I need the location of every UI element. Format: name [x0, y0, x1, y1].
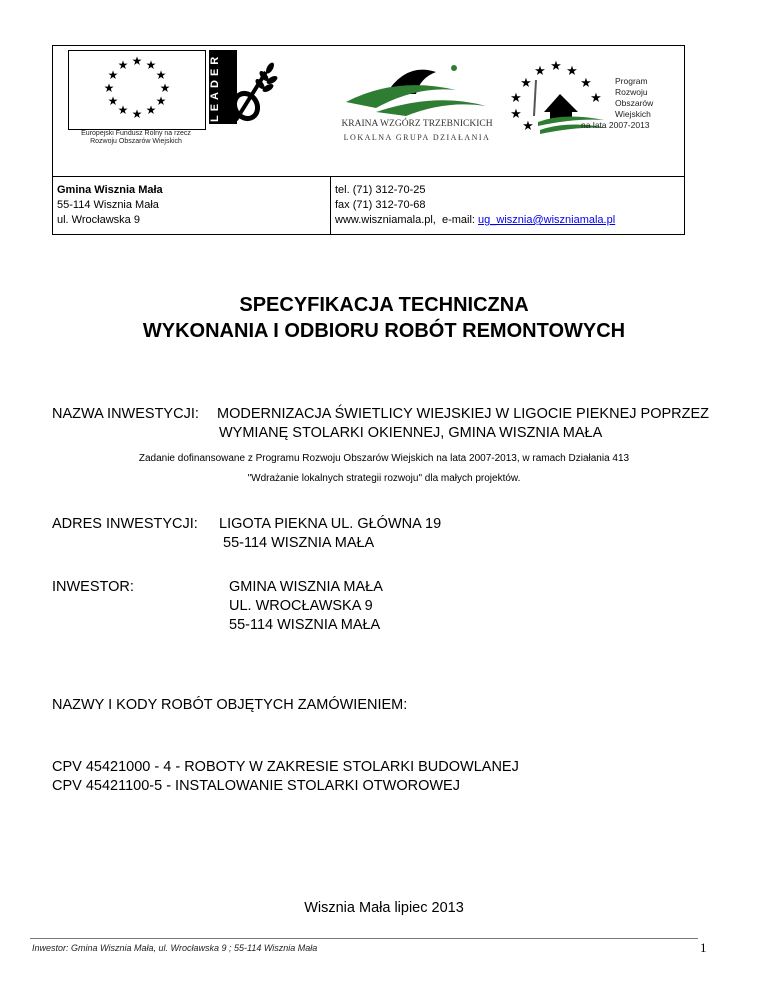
document-title-line1: SPECYFIKACJA TECHNICZNA: [239, 294, 529, 316]
svg-text:★: ★: [522, 119, 534, 134]
investment-name-line1: MODERNIZACJA ŚWIETLICY WIEJSKIEJ W LIGOCIE PIEKNEJ POPRZEZ: [217, 406, 710, 422]
svg-text:★: ★: [520, 76, 532, 91]
svg-text:★: ★: [145, 58, 157, 72]
leader-emblem-icon: [218, 58, 288, 133]
svg-text:★: ★: [155, 68, 167, 82]
investment-label: NAZWA INWESTYCJI:: [52, 406, 199, 422]
address-line1: LIGOTA PIEKNA UL. GŁÓWNA 19: [219, 516, 442, 532]
codes-heading: NAZWY I KODY ROBÓT OBJĘTYCH ZAMÓWIENIEM:: [52, 697, 408, 713]
address-label: ADRES INWESTYCJI:: [52, 516, 198, 532]
svg-text:★: ★: [580, 76, 592, 91]
investment-name-line2: WYMIANĘ STOLARKI OKIENNEJ, GMINA WISZNIA MAŁA: [219, 425, 603, 441]
municipality-street: ul. Wrocławska 9: [57, 214, 140, 226]
svg-text:★: ★: [107, 94, 119, 108]
svg-text:★: ★: [107, 68, 119, 82]
investor-line1: GMINA WISZNIA MAŁA: [229, 579, 383, 595]
place-and-date: Wisznia Mała lipiec 2013: [304, 900, 464, 916]
cpv-code-2: CPV 45421100-5 - INSTALOWANIE STOLARKI OTWOROWEJ: [52, 778, 460, 794]
contact-tel: tel. (71) 312-70-25: [335, 184, 426, 196]
eu-flag-logo: [68, 50, 206, 130]
footer-divider: [30, 938, 698, 939]
svg-text:★: ★: [117, 58, 129, 72]
eu-caption: Europejski Fundusz Rolny na rzecz Rozwoju Obszarów Wiejskich: [81, 130, 191, 145]
investor-label: INWESTOR:: [52, 579, 134, 595]
prow-logo-text: Program Rozwoju Obszarów Wiejskich: [615, 76, 654, 119]
letterhead-right-cell: [335, 183, 615, 228]
address-line2: 55-114 WISZNIA MAŁA: [223, 535, 375, 551]
svg-text:★: ★: [103, 81, 115, 95]
document-title-line2: WYKONANIA I ODBIORU ROBÓT REMONTOWYCH: [142, 320, 626, 342]
svg-text:★: ★: [510, 107, 522, 122]
svg-text:★: ★: [145, 103, 157, 117]
funding-note-line2: "Wdrażanie lokalnych strategii rozwoju" dla małych projektów.: [247, 473, 521, 484]
page-number: 1: [700, 940, 707, 955]
letterhead-left-cell: [57, 183, 163, 228]
svg-text:★: ★: [131, 107, 143, 121]
svg-text:★: ★: [590, 91, 602, 106]
footer-investor: Inwestor: Gmina Wisznia Mała, ul. Wrocławska 9 ; 55-114 Wisznia Mała: [32, 943, 318, 953]
svg-text:★: ★: [159, 81, 171, 95]
svg-text:★: ★: [131, 54, 143, 68]
svg-text:★: ★: [534, 64, 546, 79]
municipality-name: Gmina Wisznia Mała: [57, 184, 163, 196]
svg-text:★: ★: [117, 103, 129, 117]
svg-text:★: ★: [550, 59, 562, 74]
svg-text:★: ★: [155, 94, 167, 108]
prow-logo-years: na lata 2007-2013: [581, 120, 650, 130]
svg-text:★: ★: [566, 64, 578, 79]
cpv-code-1: CPV 45421000 - 4 - ROBOTY W ZAKRESIE STOLARKI BUDOWLANEJ: [52, 759, 519, 775]
svg-text:★: ★: [510, 91, 522, 106]
letterhead-divider: [52, 176, 685, 177]
leader-logo-text: LEADER: [209, 52, 221, 122]
kraina-logo-icon: [336, 56, 498, 123]
investor-line3: 55-114 WISZNIA MAŁA: [229, 617, 381, 633]
letterhead-column-divider: [330, 176, 331, 235]
contact-fax: fax (71) 312-70-68: [335, 199, 426, 211]
municipality-postal: 55-114 Wisznia Mała: [57, 199, 159, 211]
kraina-logo-subtitle: LOKALNA GRUPA DZIAŁANIA: [343, 133, 491, 142]
kraina-logo-title: KRAINA WZGÓRZ TRZEBNICKICH: [341, 119, 493, 129]
funding-note-line1: Zadanie dofinansowane z Programu Rozwoju Obszarów Wiejskich na lata 2007-2013, w ramach Działania 413: [138, 453, 630, 464]
investor-line2: UL. WROCŁAWSKA 9: [229, 598, 373, 614]
contact-web: www.wiszniamala.pl, e-mail: ug_wisznia@wiszniamala.pl: [335, 214, 616, 226]
email-link[interactable]: ug_wisznia@wiszniamala.pl: [478, 214, 616, 226]
